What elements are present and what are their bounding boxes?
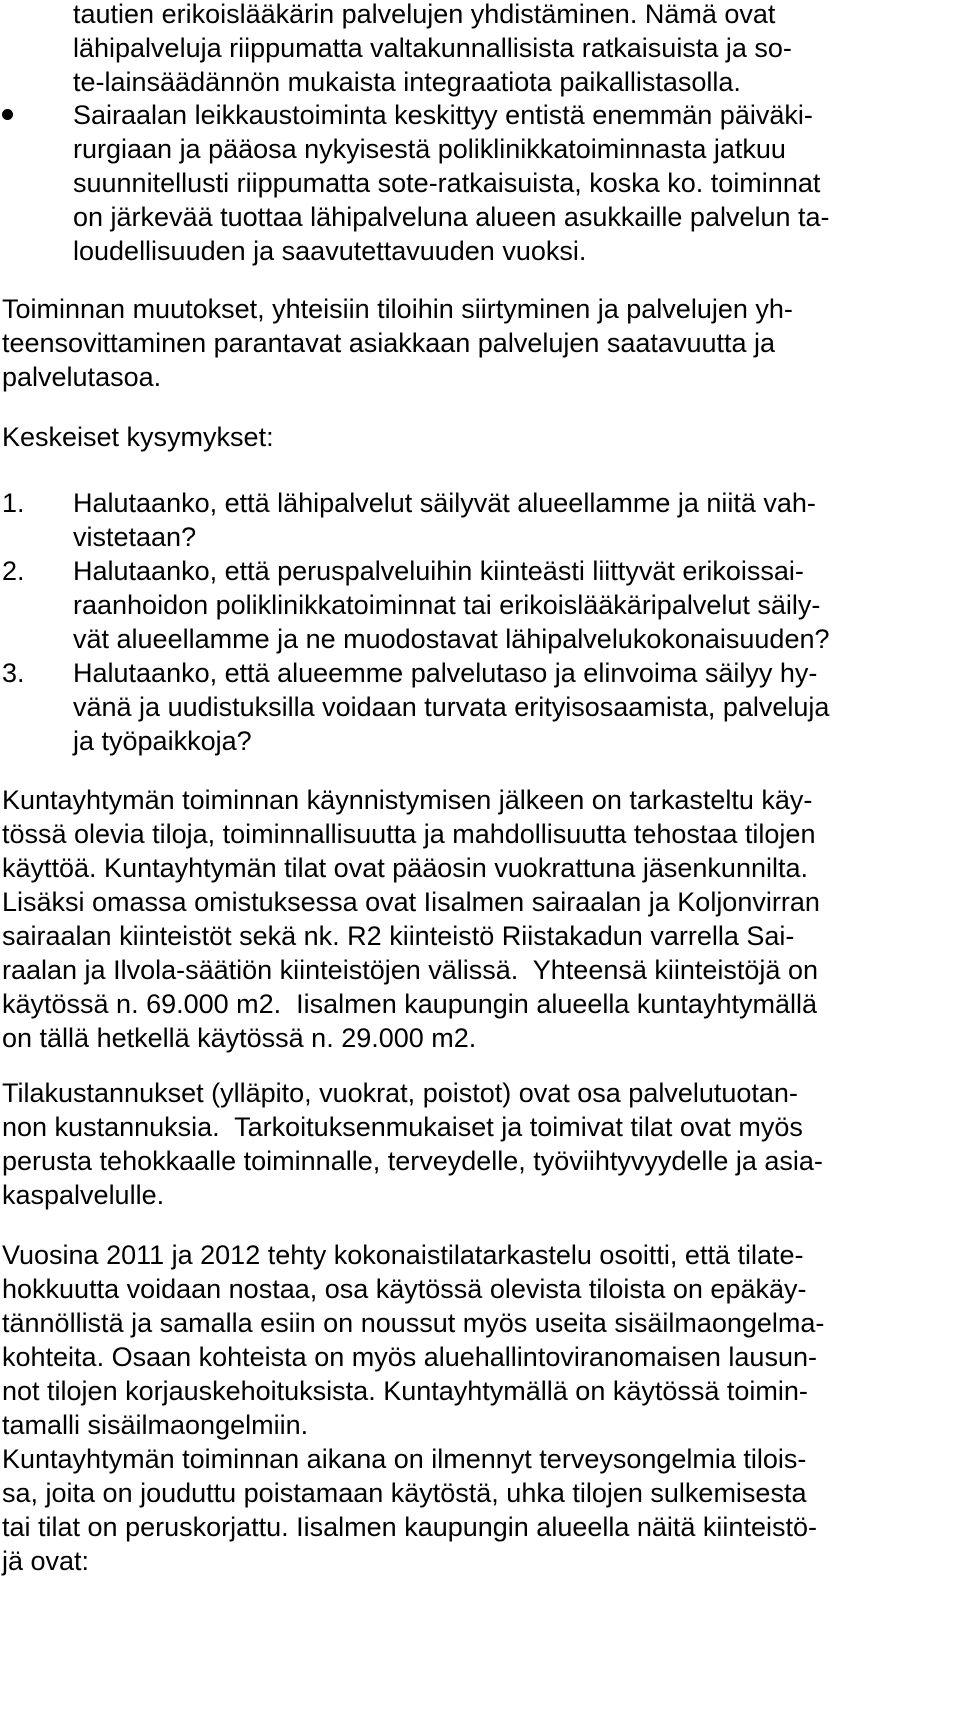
text-line: sa, joita on jouduttu poistamaan käytöstä, uhka tilojen sulkemisesta [2,1478,807,1508]
text-line: raanhoidon poliklinikkatoiminnat tai erikoislääkäripalvelut säily- [73,590,821,620]
text-line: tännöllistä ja samalla esiin on noussut myös useita sisäilmaongelma- [2,1308,825,1338]
text-line: lähipalveluja riippumatta valtakunnallisista ratkaisuista ja so- [73,33,792,63]
text-line: käytössä n. 69.000 m2. Iisalmen kaupungin alueella kuntayhtymällä [2,989,817,1019]
text-line: vistetaan? [73,522,197,552]
text-line: non kustannuksia. Tarkoituksenmukaiset ja toimivat tilat ovat myös [2,1112,803,1142]
text-line: Kuntayhtymän toiminnan aikana on ilmennyt terveysongelmia tilois- [2,1444,807,1474]
text-line: kohteita. Osaan kohteista on myös aluehallintoviranomaisen lausun- [2,1342,817,1372]
text-line: on tällä hetkellä käytössä n. 29.000 m2. [2,1023,477,1053]
text-line: ja työpaikkoja? [73,726,252,756]
text-line: perusta tehokkaalle toiminnalle, terveydelle, työviihtyvyydelle ja asia- [2,1146,823,1176]
text-line: loudellisuuden ja saavutettavuuden vuoksi. [73,236,587,266]
text-line: vänä ja uudistuksilla voidaan turvata erityisosaamista, palveluja [73,692,830,722]
text-line: Lisäksi omassa omistuksessa ovat Iisalmen sairaalan ja Koljonvirran [2,887,820,917]
text-line: te-lainsäädännön mukaista integraatiota paikallistasolla. [73,67,741,97]
bullet-marker-icon [2,109,13,120]
text-line: on järkevää tuottaa lähipalveluna alueen asukkaille palvelun ta- [73,202,830,232]
text-line: Toiminnan muutokset, yhteisiin tiloihin siirtyminen ja palvelujen yh- [2,294,793,324]
text-line: rurgiaan ja pääosa nykyisestä poliklinikkatoiminnasta jatkuu [73,134,786,164]
text-line: kaspalvelulle. [2,1180,165,1210]
text-line: Kuntayhtymän toiminnan käynnistymisen jälkeen on tarkasteltu käy- [2,785,813,815]
text-line: tautien erikoislääkärin palvelujen yhdistäminen. Nämä ovat [73,0,776,29]
text-line: Halutaanko, että alueemme palvelutaso ja elinvoima säilyy hy- [73,658,818,688]
text-line: hokkuutta voidaan nostaa, osa käytössä olevista tiloista on epäkäy- [2,1274,807,1304]
text-line: tamalli sisäilmaongelmiin. [2,1410,309,1440]
text-line: tössä olevia tiloja, toiminnallisuutta ja mahdollisuutta tehostaa tilojen [2,819,816,849]
text-line: suunnitellusti riippumatta sote-ratkaisuista, koska ko. toiminnat [73,168,821,198]
question-number: 3. [2,658,25,688]
text-line: Halutaanko, että peruspalveluihin kiinteästi liittyvät erikoissai- [73,556,804,586]
question-number: 1. [2,488,25,518]
text-line: jä ovat: [2,1546,90,1576]
text-line: Sairaalan leikkaustoiminta keskittyy entistä enemmän päiväki- [73,100,813,130]
text-line: Tilakustannukset (ylläpito, vuokrat, poistot) ovat osa palvelutuotan- [2,1078,798,1108]
key-questions-heading: Keskeiset kysymykset: [2,422,274,452]
text-line: sairaalan kiinteistöt sekä nk. R2 kiinteistö Riistakadun varrella Sai- [2,921,795,951]
text-line: Vuosina 2011 ja 2012 tehty kokonaistilatarkastelu osoitti, että tilate- [2,1240,804,1270]
text-line: palvelutasoa. [2,362,162,392]
text-line: teensovittaminen parantavat asiakkaan palvelujen saatavuutta ja [2,328,776,358]
text-line: raalan ja Ilvola-säätiön kiinteistöjen välissä. Yhteensä kiinteistöjä on [2,955,818,985]
text-line: Halutaanko, että lähipalvelut säilyvät alueellamme ja niitä vah- [73,488,816,518]
text-line: tai tilat on peruskorjattu. Iisalmen kaupungin alueella näitä kiinteistö- [2,1512,817,1542]
text-line: käyttöä. Kuntayhtymän tilat ovat pääosin vuokrattuna jäsenkunnilta. [2,853,808,883]
text-line: not tilojen korjauskehoituksista. Kuntayhtymällä on käytössä toimin- [2,1376,808,1406]
question-number: 2. [2,556,25,586]
text-line: vät alueellamme ja ne muodostavat lähipalvelukokonaisuuden? [73,624,830,654]
